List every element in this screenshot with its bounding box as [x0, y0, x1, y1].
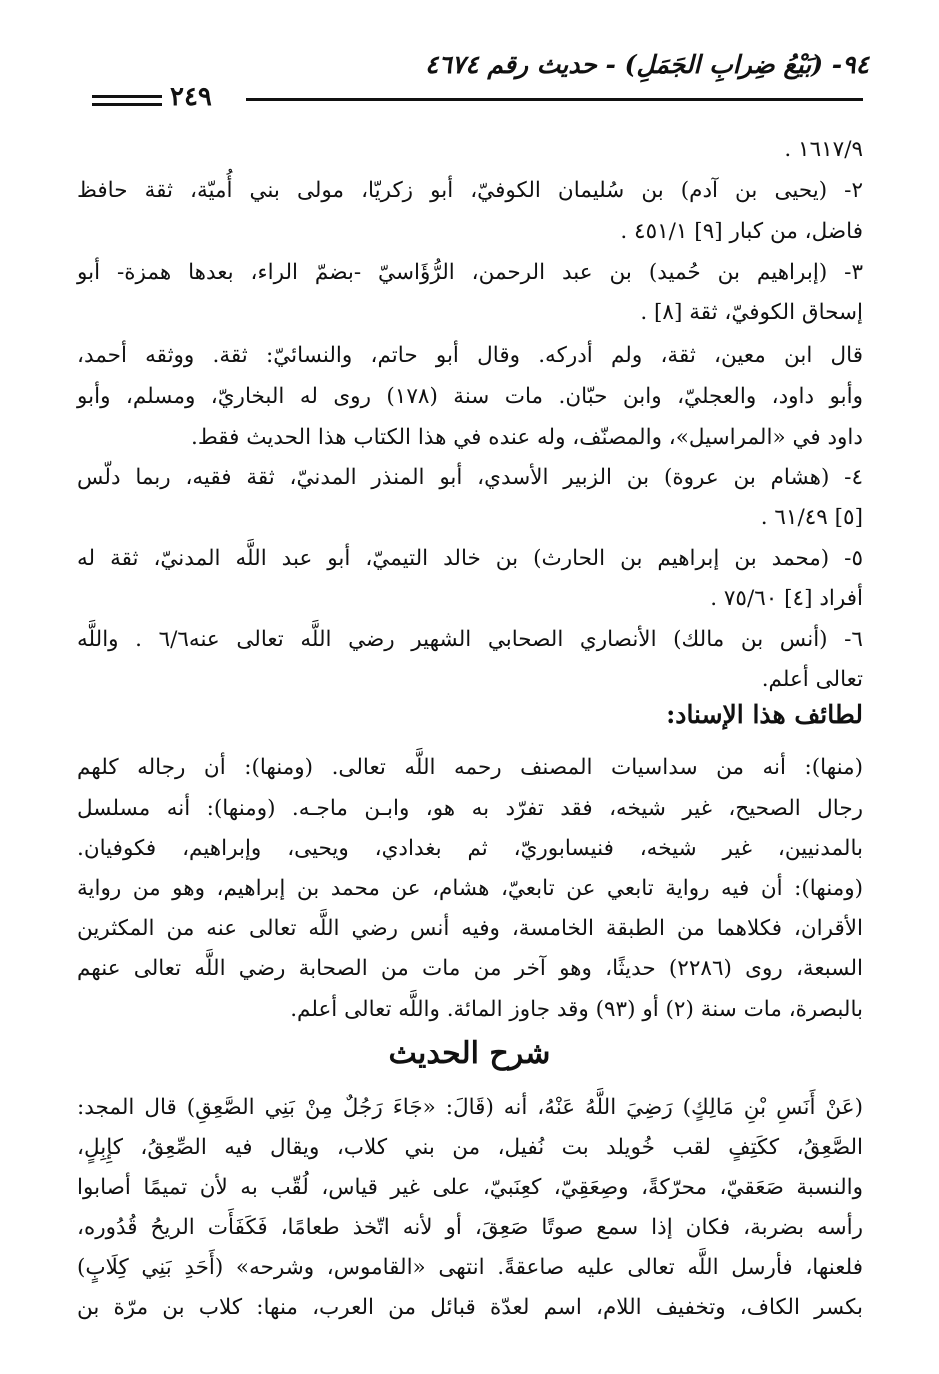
text-line: فاضل، من كبار [٩] ٤٥١/١ .	[620, 219, 863, 244]
text-line: الصَّعِقُ، ككَتِفٍ لقب خُويلد بت نُفيل، من بني كلاب، ويقال فيه الصِّعِقُ، كإِبِلٍ،	[77, 1135, 863, 1160]
text-line: رأسه بضربة، فكان إذا سمع صوتًا صَعِقَ، أو لأنه اتّخذ طعامًا، فَكَفَأَت الريحُ قُدُوره،	[77, 1215, 863, 1240]
text-line: إسحاق الكوفيّ، ثقة [٨] .	[640, 300, 863, 325]
text-line: ٣- (إبراهيم بن حُميد) بن عبد الرحمن، الرُّؤَاسيّ -بضمّ الراء، بعدها همزة- أبو	[77, 260, 863, 285]
section-heading: لطائف هذا الإسناد:	[666, 700, 863, 729]
sharh-heading: شرح الحديث	[388, 1036, 551, 1071]
text-line: ١٦١٧/٩ .	[784, 137, 863, 162]
text-line: أفراد [٤] ٧٥/٦٠ .	[710, 586, 863, 611]
text-line: داود في «المراسيل»، والمصنّف، وله عنده في هذا الكتاب هذا الحديث فقط.	[191, 425, 863, 450]
text-line: رجال الصحيح، غير شيخه، فقد تفرّد به هو، وابـن ماجـه. (ومنها): أنه مسلسل	[77, 796, 863, 821]
text-line: (منها): أنه من سداسيات المصنف رحمه اللَّه تعالى. (ومنها): أن رجاله كلهم	[77, 755, 863, 780]
page-number: ٢٤٩	[170, 82, 212, 112]
text-line: (ومنها): أن فيه رواية تابعي عن تابعيّ، هشام، عن محمد بن إبراهيم، وهو من رواية	[77, 876, 863, 901]
text-line: ٤- (هشام بن عروة) بن الزبير الأسدي، أبو المنذر المدنيّ، ثقة فقيه، ربما دلّس	[77, 465, 863, 490]
text-line: ٥- (محمد بن إبراهيم بن الحارث) بن خالد التيميّ، أبو عبد اللَّه المدنيّ، ثقة له	[77, 546, 863, 571]
running-header-title: ٩٤- (بَيْعُ ضِرابِ الجَمَلِ) - حديث رقم ٤٦٧٤	[424, 50, 869, 79]
text-line: بالبصرة، مات سنة (٢) أو (٩٣) وقد جاوز المائة. واللَّه تعالى أعلم.	[290, 997, 863, 1022]
text-line: بكسر الكاف، وتخفيف اللام، اسم لعدّة قبائل من العرب، منها: كلاب بن مرّة بن	[77, 1295, 863, 1320]
text-line: (عَنْ أَنَسِ بْنِ مَالِكٍ) رَضِيَ اللَّهُ عَنْهُ، أنه (قَالَ: «جَاءَ رَجُلٌ مِنْ بَنِي الصَّعِقِ) قال المجد:	[77, 1095, 863, 1120]
text-line: ٢- (يحيى بن آدم) بن سُليمان الكوفيّ، أبو زكريّا، مولى بني أُميّة، ثقة حافظ	[77, 178, 863, 203]
text-line: [٥] ٦١/٤٩ .	[760, 505, 863, 530]
text-line: قال ابن معين، ثقة، ولم أدركه. وقال أبو حاتم، والنسائيّ: ثقة. ووثقه أحمد،	[77, 343, 863, 368]
text-line: تعالى أعلم.	[761, 667, 863, 692]
header-rule-short-bottom	[92, 103, 162, 106]
text-line: الأقران، فكلاهما من الطبقة الخامسة، وفيه أنس رضي اللَّه تعالى عنه من المكثرين	[77, 916, 863, 941]
text-line: والنسبة صَعَقيّ، محرّكةً، وصِعَقِيّ، كعِنَبيّ، على غير قياس، لُقّب به لأن تميمًا أصابوا	[77, 1175, 863, 1200]
text-line: فلعنها، فأرسل اللَّه تعالى عليه صاعقةً. انتهى «القاموس، وشرحه» (أَحَدِ بَنِي كِلَابٍ)	[77, 1255, 863, 1280]
header-rule-short-top	[92, 95, 162, 98]
header-rule-long	[246, 98, 863, 101]
text-line: ٦- (أنس بن مالك) الأنصاري الصحابي الشهير رضي اللَّه تعالى عنه٦/٦ . واللَّه	[77, 627, 863, 652]
text-line: بالمدنيين، غير شيخه، فنيسابوريّ، ثم بغدادي، ويحيى، وإبراهيم، فكوفيان.	[77, 836, 863, 861]
text-line: السبعة، روى (٢٢٨٦) حديثًا، وهو آخر من مات من الصحابة رضي اللَّه تعالى عنهم	[77, 956, 863, 981]
text-line: وأبو داود، والعجليّ، وابن حبّان. مات سنة (١٧٨) روى له البخاريّ، ومسلم، وأبو	[77, 384, 864, 409]
